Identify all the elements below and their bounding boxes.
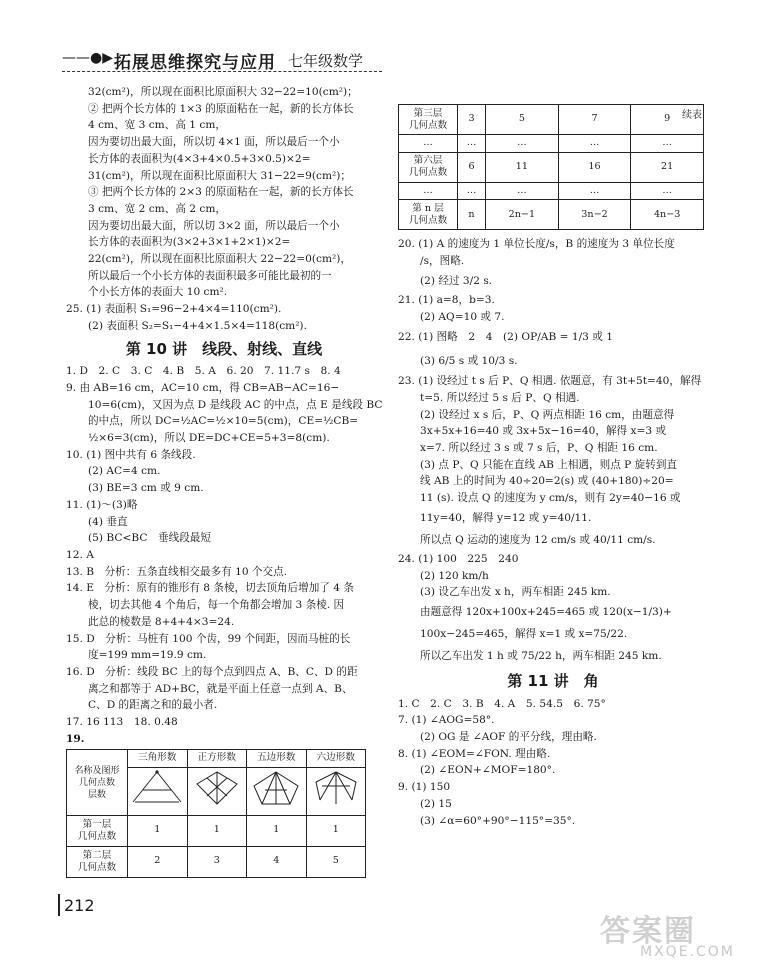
hexagon-dots-icon [308, 768, 364, 808]
text-line: 因为要切出最大面，所以切 3×2 面，所以最后一个小 [88, 219, 340, 232]
page-header [62, 44, 382, 74]
table-header: 六边形数 [306, 750, 366, 768]
text-line: C、D 的距离之和的最小者. [88, 699, 218, 712]
table-cell: 21 [631, 152, 704, 182]
text-line: ② 把两个长方体的 1×3 的原面粘在一起，新的长方体长 [88, 102, 354, 115]
text-line: 1. D 2. C 3. C 4. B 5. A 6. 20 7. 11.7 s 8. 4 [66, 365, 341, 378]
text-line: 11 (s). 设点 Q 的速度为 y cm/s，则有 2y=40−16 或 [420, 492, 681, 505]
table-cell: … [486, 135, 559, 153]
text-line: 9. (1) 150 [398, 781, 451, 794]
text-line: 14. E 分析：原有的锥形有 8 条棱，切去顶角后增加了 4 条 [66, 582, 354, 595]
page-number [64, 896, 95, 915]
row-label: 第三层 几何点数 [399, 105, 458, 135]
text-line: /s，图略. [420, 255, 465, 268]
page-number-text: 212 [64, 896, 95, 915]
text-line: 长方体的表面积为(4×3+4×0.5+3×0.5)×2= [88, 152, 311, 165]
text-line: (3) 6/5 s 或 10/3 s. [420, 355, 518, 368]
table-cell: n [458, 200, 486, 230]
text-line: (3) 设乙车出发 x h，两车相距 245 km. [420, 586, 611, 599]
table-corner: 名称及图形 几何点数 层数 [67, 750, 128, 815]
text-line: 个小长方体的表面大 10 cm². [88, 286, 228, 299]
table-cell: … [458, 182, 486, 200]
table-row [67, 846, 366, 877]
table-row [399, 152, 704, 182]
text-line: 20. (1) A 的速度为 1 单位长度/s，B 的速度为 3 单位长度 [398, 238, 675, 251]
text-line: 的中点，所以 DC=½AC=½×10=5(cm)，CE=½CB= [88, 415, 359, 428]
text-line: t=5. 所以经过 5 s 后 P、Q 相遇. [420, 391, 580, 404]
text-line: (3) ∠α=60°+90°−115°=35°. [420, 814, 576, 827]
text-line: 15. D 分析：马桩有 100 个齿，99 个间距，因而马桩的长 [66, 632, 351, 645]
text-line: (2) 120 km/h [420, 569, 489, 582]
table-cell: 1 [128, 815, 188, 846]
table-cell: 4n−3 [631, 200, 704, 230]
text-line: 3 cm、宽 2 cm、高 2 cm， [88, 202, 226, 215]
right-a-lines [398, 236, 708, 667]
table-header-row [67, 750, 366, 768]
text-line: 11y=40，解得 y=12 或 y=40/11. [420, 511, 592, 524]
text-line: 3x+5x+16=40 或 3x+5x−16=40，解得 x=3 或 [420, 425, 667, 438]
left-mid-lines [66, 363, 382, 747]
text-line: (2) 设经过 x s 后，P、Q 两点相距 16 cm，由题意得 [420, 408, 675, 421]
table-19-continued [398, 104, 704, 230]
table-cell: 3n−2 [558, 200, 631, 230]
page-number-bar [58, 894, 60, 916]
table-cell: 3 [458, 105, 486, 135]
row-label: 第六层 几何点数 [399, 152, 458, 182]
table-header: 正方形数 [187, 750, 247, 768]
text-line: 23. (1) 设经过 t s 后 P、Q 相遇. 依题意，有 3t+5t=40，解得 [398, 375, 702, 388]
table-header: 五边形数 [247, 750, 307, 768]
table-cell: 2n−1 [486, 200, 559, 230]
text-line: 21. (1) a=8，b=3. [398, 293, 495, 306]
text-line: 12. A [66, 548, 94, 561]
text-line: 31(cm²)，所以现在面积比原面积大 31−22=9(cm²)； [88, 169, 352, 182]
text-line: (2) OG 是 ∠AOF 的平分线，理由略. [420, 731, 597, 744]
text-line: 4 cm、宽 3 cm、高 1 cm， [88, 119, 226, 132]
square-figure [187, 768, 247, 816]
text-line: 11. (1)～(3)略 [66, 498, 138, 511]
square-dots-icon [189, 768, 245, 808]
text-line: x=7. 所以经过 3 s 或 7 s 后，P、Q 相距 16 cm. [420, 442, 658, 455]
text-line: 长方体的表面积为(3×2+3×1+2×1)×2= [88, 236, 291, 249]
table-cell: 3 [187, 846, 247, 877]
text-line: 离之和都等于 AD+BC，就是平面上任意一点到 A、B、 [88, 682, 353, 695]
table-cell: 1 [247, 815, 307, 846]
text-line: ½×6=3(cm)，所以 DE=DC+CE=5+3=8(cm). [88, 432, 330, 445]
table-cell: … [486, 182, 559, 200]
table-cell: 2 [128, 846, 188, 877]
table-cell: 5 [486, 105, 559, 135]
row-label: 第二层 几何点数 [67, 846, 128, 877]
text-line: 100x−245=465，解得 x=1 或 x=75/22. [420, 627, 628, 640]
text-line: (2) 15 [420, 797, 452, 810]
left-column [66, 84, 382, 878]
table-row [399, 182, 704, 200]
table-cell: 7 [558, 105, 631, 135]
hexagon-figure [306, 768, 366, 816]
text-line: (3) 点 P、Q 只能在直线 AB 上相遇，则点 P 旋转到直 [420, 458, 678, 471]
text-line: 所以最后一个小长方体的表面积最多可能比最初的一 [88, 269, 332, 282]
text-line: (4) 垂直 [88, 515, 128, 528]
table-cell: 4 [247, 846, 307, 877]
text-line: 9. 由 AB=16 cm，AC=10 cm，得 CB=AB−AC=16− [66, 381, 340, 394]
table-header: 三角形数 [128, 750, 188, 768]
q25-line: (2) 表面积 S₂=S₁−4+4×1.5×4=118(cm²). [88, 319, 307, 332]
text-line: 由题意得 120x+100x+245=465 或 120(x−1/3)+ [420, 605, 672, 618]
text-line: (5) BC<BC 垂线段最短 [88, 532, 211, 545]
table-cell: 11 [486, 152, 559, 182]
watermark-logo: 答案圈 [600, 914, 696, 949]
text-line: 24. (1) 100 225 240 [398, 552, 519, 565]
table-row [399, 105, 704, 135]
text-line: 19. [66, 732, 85, 745]
table-cell: … [558, 135, 631, 153]
text-line: 17. 16 113 18. 0.48 [66, 716, 178, 729]
lecture-11-title: 第 11 讲 角 [507, 671, 599, 690]
table-cell: … [631, 182, 704, 200]
table-row [399, 200, 704, 230]
row-label: … [399, 182, 458, 200]
table-cell: 9 [631, 105, 704, 135]
arrow-icon: ——●▶ [62, 50, 113, 66]
lecture-10-title: 第 10 讲 线段、射线、直线 [125, 339, 323, 358]
table-cell: 5 [306, 846, 366, 877]
text-line: 7. (1) ∠AOG=58°. [398, 714, 495, 727]
text-line: (3) BE=3 cm 或 9 cm. [88, 482, 204, 495]
table-row [67, 815, 366, 846]
pentagon-figure [247, 768, 307, 816]
text-line: 线 AB 上的时间为 40÷20=2(s) 或 (40+180)÷20= [420, 475, 674, 488]
table-19 [66, 749, 366, 877]
row-label: … [399, 135, 458, 153]
triangle-dots-icon [129, 768, 185, 808]
grade-label: 七年级数学 [288, 52, 364, 70]
table-cell: 6 [458, 152, 486, 182]
text-line: 1. C 2. C 3. B 4. A 5. 54.5 6. 75° [398, 697, 606, 710]
text-line: (2) AC=4 cm. [88, 465, 161, 478]
table-cell: … [631, 135, 704, 153]
text-line: 因为要切出最大面，所以切 4×1 面，所以最后一个小 [88, 136, 340, 149]
q25-line: 25. (1) 表面积 S₁=96−2+4×4=110(cm²). [66, 303, 282, 316]
text-line: ③ 把两个长方体的 2×3 的原面粘在一起，新的长方体长 [88, 186, 354, 199]
text-line: 所以乙车出发 1 h 或 75/22 h，两车相距 245 km. [420, 649, 662, 662]
text-line: 22(cm²)，所以现在面积比原面积大 22−22=0(cm²)， [88, 253, 352, 266]
text-line: 22. (1) 图略 2 4 (2) OP/AB = 1/3 或 1 [398, 331, 613, 344]
table-cell: … [458, 135, 486, 153]
watermark-url: MXQE.COM [640, 944, 735, 960]
text-line: 32(cm²)，所以现在面积比原面积大 32−22=10(cm²)； [88, 86, 358, 98]
triangle-figure [128, 768, 188, 816]
text-line: 16. D 分析：线段 BC 上的每个点到四点 A、B、C、D 的距 [66, 665, 358, 678]
table-cell: 1 [306, 815, 366, 846]
text-line: 棱，切去其他 4 个角后，每一个角都会增加 3 条棱. 因 [88, 599, 345, 612]
text-line: (2) AQ=10 或 7. [420, 310, 505, 323]
text-line: 13. B 分析：五条直线相交最多有 10 个交点. [66, 565, 288, 578]
text-line: 度=199 mm=19.9 cm. [88, 649, 207, 662]
left-top-lines [66, 84, 382, 301]
table-cell: 1 [187, 815, 247, 846]
table-cell: … [558, 182, 631, 200]
right-column [398, 104, 708, 829]
header-rule [62, 71, 382, 72]
text-line: 所以点 Q 运动的速度为 12 cm/s 或 40/11 cm/s. [420, 533, 656, 546]
text-line: 10=6(cm)，又因为点 D 是线段 AC 的中点，点 E 是线段 BC [88, 398, 383, 411]
table-cell: 16 [558, 152, 631, 182]
pentagon-dots-icon [248, 768, 304, 808]
text-line: 8. (1) ∠EOM=∠FON. 理由略. [398, 747, 551, 760]
table-row [399, 135, 704, 153]
row-label: 第一层 几何点数 [67, 815, 128, 846]
text-line: 10. (1) 图中共有 6 条线段. [66, 448, 196, 461]
text-line: (2) ∠EON+∠MOF=180°. [420, 764, 556, 777]
book-title: 拓展思维探究与应用 [114, 53, 276, 73]
right-b-lines [398, 696, 708, 830]
text-line: 此总的棱数是 8+4+4×3=24. [88, 615, 235, 628]
continued-label: 续表 [682, 110, 702, 121]
row-label: 第 n 层 几何点数 [399, 200, 458, 230]
text-line: (2) 经过 3/2 s. [420, 274, 493, 287]
